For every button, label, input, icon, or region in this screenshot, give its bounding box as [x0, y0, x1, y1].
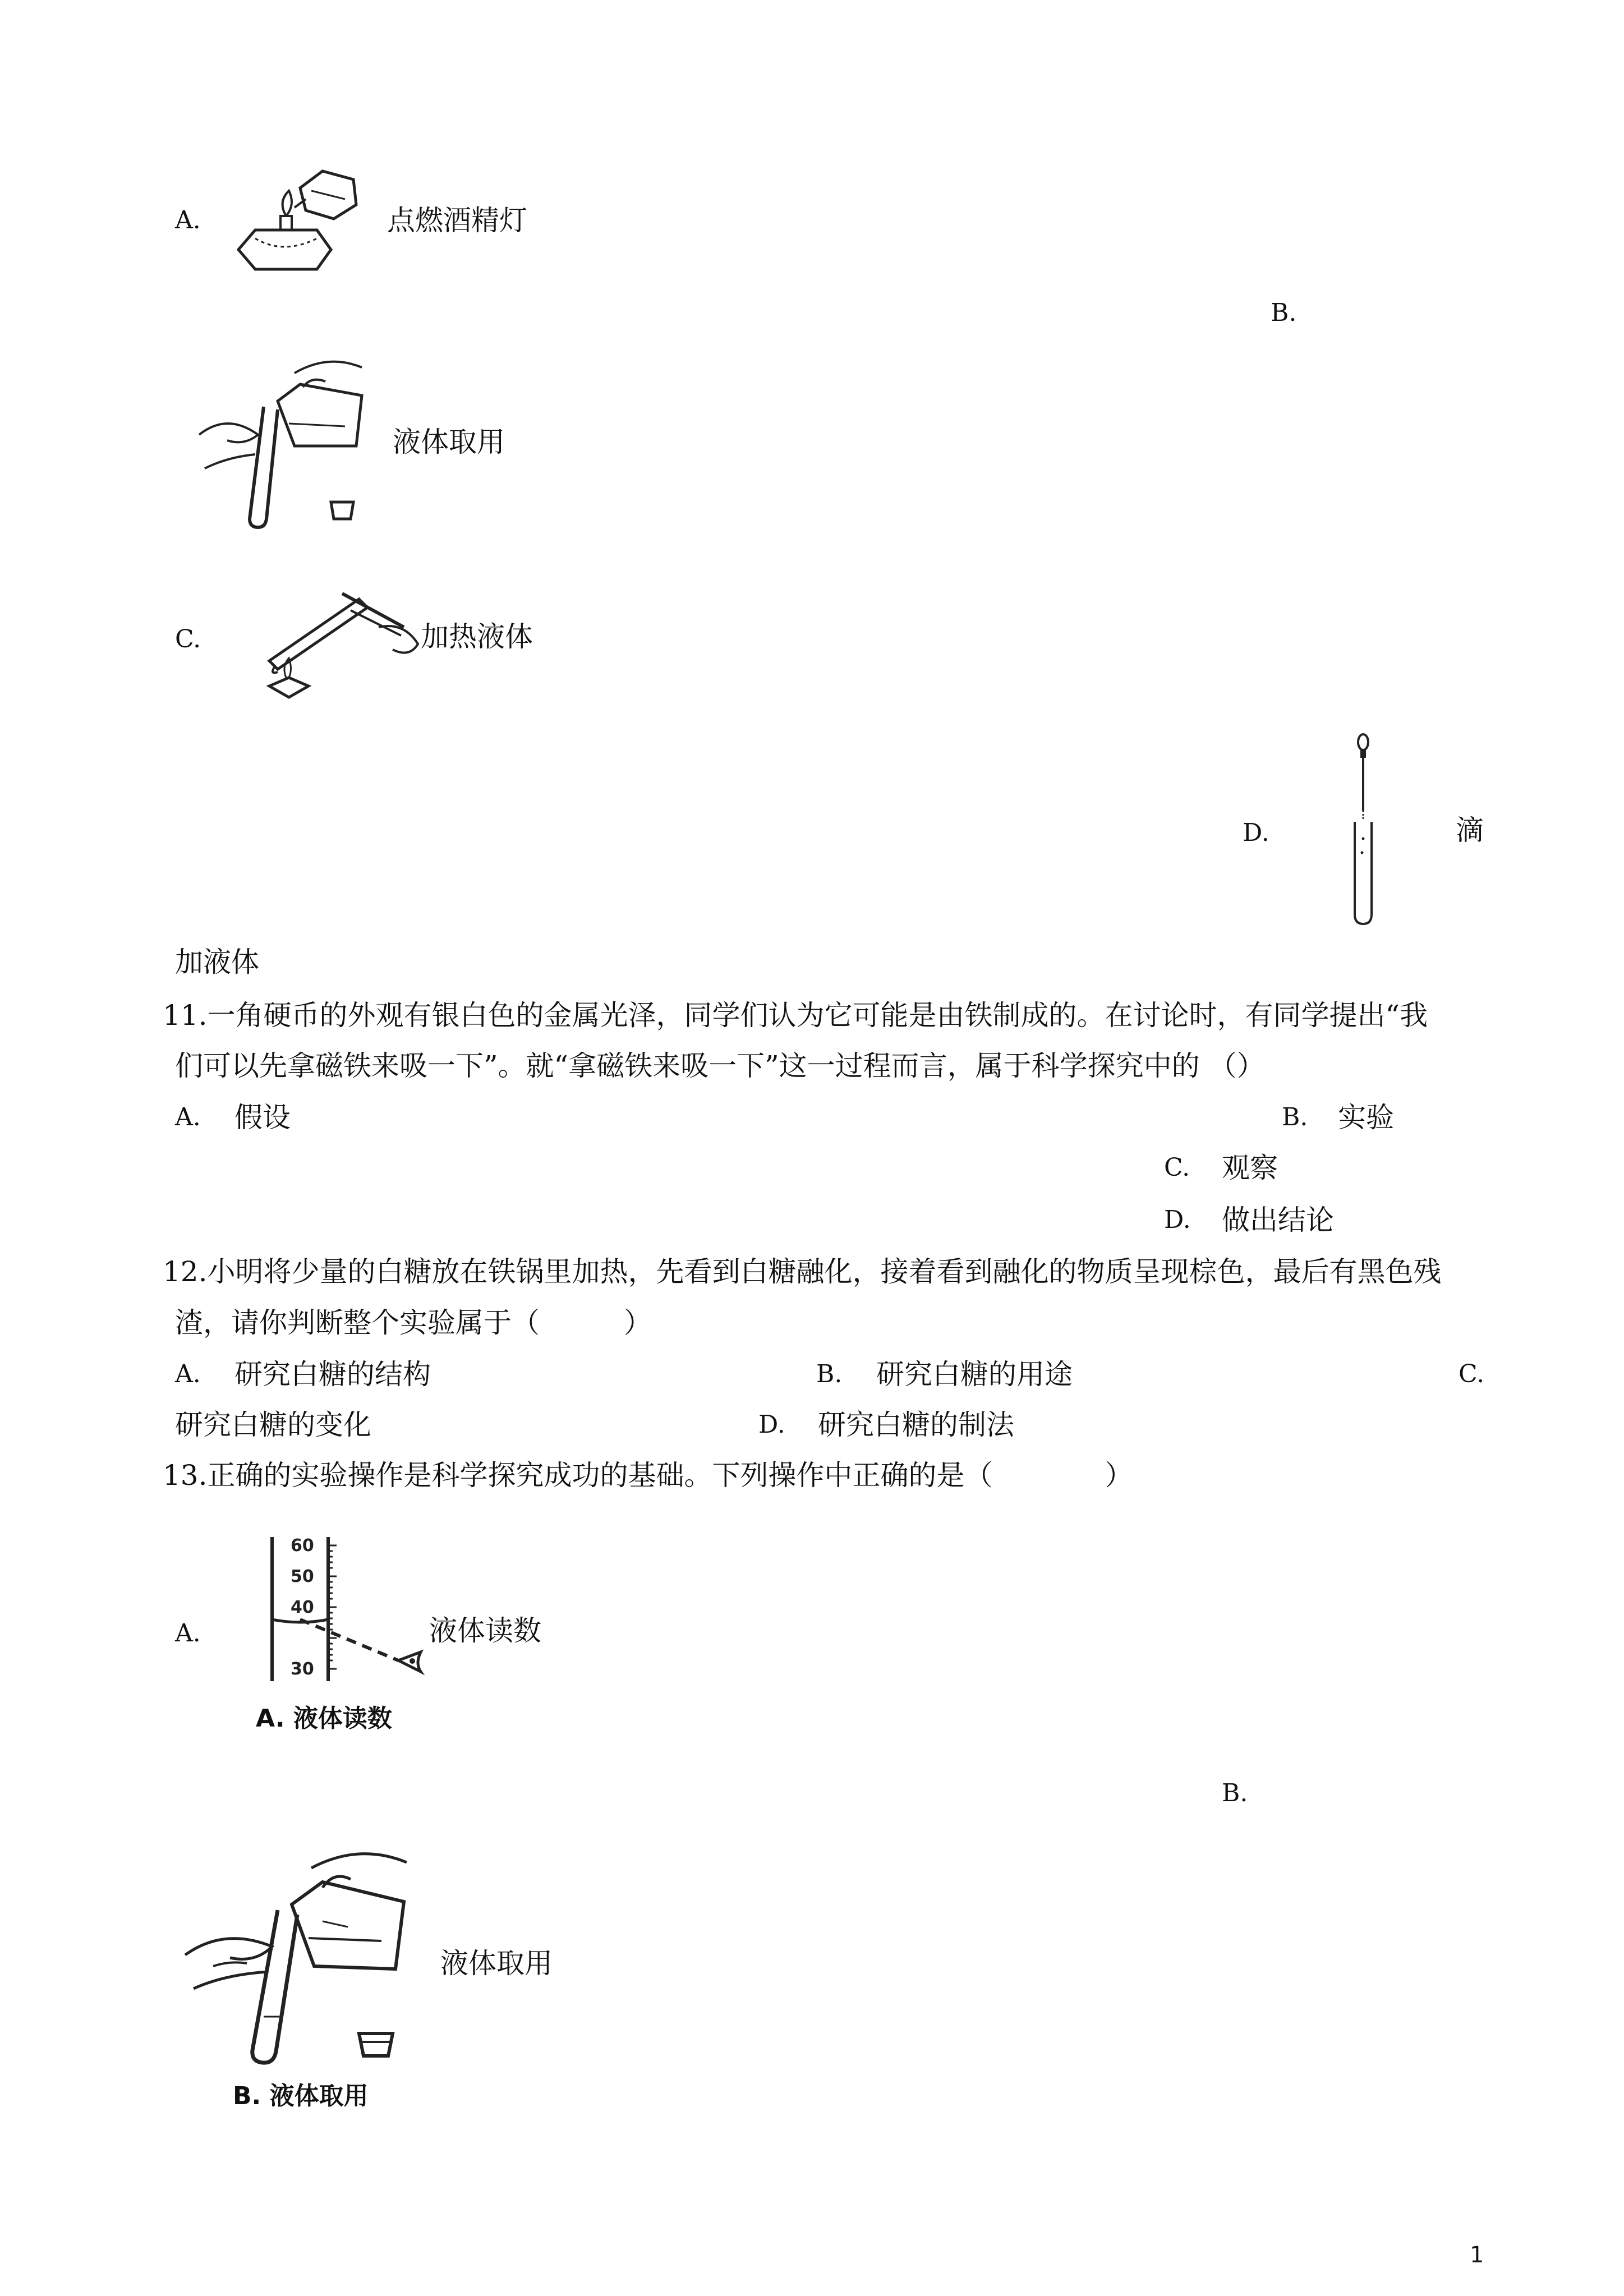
- q11-option-d-text: 做出结论: [1222, 1204, 1334, 1236]
- q12-option-a-text: 研究白糖的结构: [234, 1358, 431, 1391]
- q11-option-a-text: 假设: [234, 1101, 291, 1134]
- q10-option-d-label: D.: [1243, 818, 1269, 847]
- q11-option-c-text: 观察: [1222, 1152, 1278, 1184]
- tick-label-40: 40: [291, 1598, 314, 1617]
- q10-option-d-text-part2: 加液体: [175, 946, 259, 978]
- q11-stem-line2: 们可以先拿磁铁来吸一下”。就“拿磁铁来吸一下”这一过程而言，属于科学探究中的 （）: [175, 1050, 1265, 1082]
- q10-option-c-text: 加热液体: [421, 620, 533, 653]
- q11-option-c-label: C.: [1164, 1153, 1190, 1182]
- q11-option-b-text: 实验: [1338, 1101, 1394, 1134]
- q11-option-d-label: D.: [1164, 1205, 1191, 1234]
- q12-option-b-text: 研究白糖的用途: [876, 1358, 1073, 1391]
- q13-option-b-label: B.: [1222, 1779, 1248, 1807]
- page-number: 1: [1470, 2242, 1484, 2268]
- q10-option-c-label: C.: [175, 625, 201, 654]
- liquid-pouring-large-icon: [180, 1848, 415, 2067]
- liquid-pouring-icon: [194, 356, 373, 533]
- q13-option-a-label: A.: [175, 1619, 201, 1648]
- tick-label-50: 50: [291, 1567, 314, 1586]
- q10-option-b-label: B.: [1271, 298, 1297, 327]
- q12-stem-line2: 渣，请你判断整个实验属于（ ）: [175, 1306, 652, 1339]
- q10-option-a-label: A.: [175, 206, 201, 234]
- q12-option-d-label: D.: [758, 1410, 785, 1439]
- liquid-pouring-figure: [180, 1848, 415, 2110]
- q13-option-b-text: 液体取用: [440, 1947, 553, 1980]
- q11-option-b-label: B.: [1282, 1103, 1308, 1131]
- q12-stem-line1: 12.小明将少量的白糖放在铁锅里加热，先看到白糖融化，接着看到融化的物质呈现棕色，最后有黑色残: [163, 1255, 1442, 1288]
- heating-liquid-icon: [258, 582, 421, 700]
- figure-caption-b: B. 液体取用: [233, 2082, 369, 2110]
- q12-option-b-label: B.: [816, 1360, 843, 1388]
- tick-label-60: 60: [291, 1536, 314, 1556]
- q11-stem-line1: 11.一角硬币的外观有银白色的金属光泽，同学们认为它可能是由铁制成的。在讨论时，有同学提出“我: [163, 999, 1428, 1032]
- alcohol-lamp-lighting-icon: [233, 165, 367, 278]
- q12-option-d-text: 研究白糖的制法: [818, 1409, 1014, 1441]
- q11-option-a-label: A.: [175, 1103, 201, 1131]
- q13-stem-line1: 13.正确的实验操作是科学探究成功的基础。下列操作中正确的是（ ）: [163, 1459, 1133, 1492]
- q12-option-c-text: 研究白糖的变化: [175, 1409, 371, 1441]
- q12-option-a-label: A.: [175, 1360, 201, 1388]
- q10-option-a-text: 点燃酒精灯: [387, 204, 527, 237]
- q12-option-c-label: C.: [1459, 1360, 1485, 1388]
- q10-option-d-text-part1: 滴: [1456, 814, 1484, 846]
- figure-caption-a: A. 液体读数: [256, 1704, 392, 1733]
- graduated-cylinder-reading-figure: [247, 1534, 432, 1731]
- tick-label-30: 30: [291, 1659, 314, 1679]
- q13-option-a-text: 液体读数: [429, 1614, 541, 1647]
- dropper-test-tube-icon: [1341, 732, 1386, 928]
- q10-option-b-text: 液体取用: [393, 426, 505, 458]
- graduated-cylinder-icon: [247, 1534, 432, 1691]
